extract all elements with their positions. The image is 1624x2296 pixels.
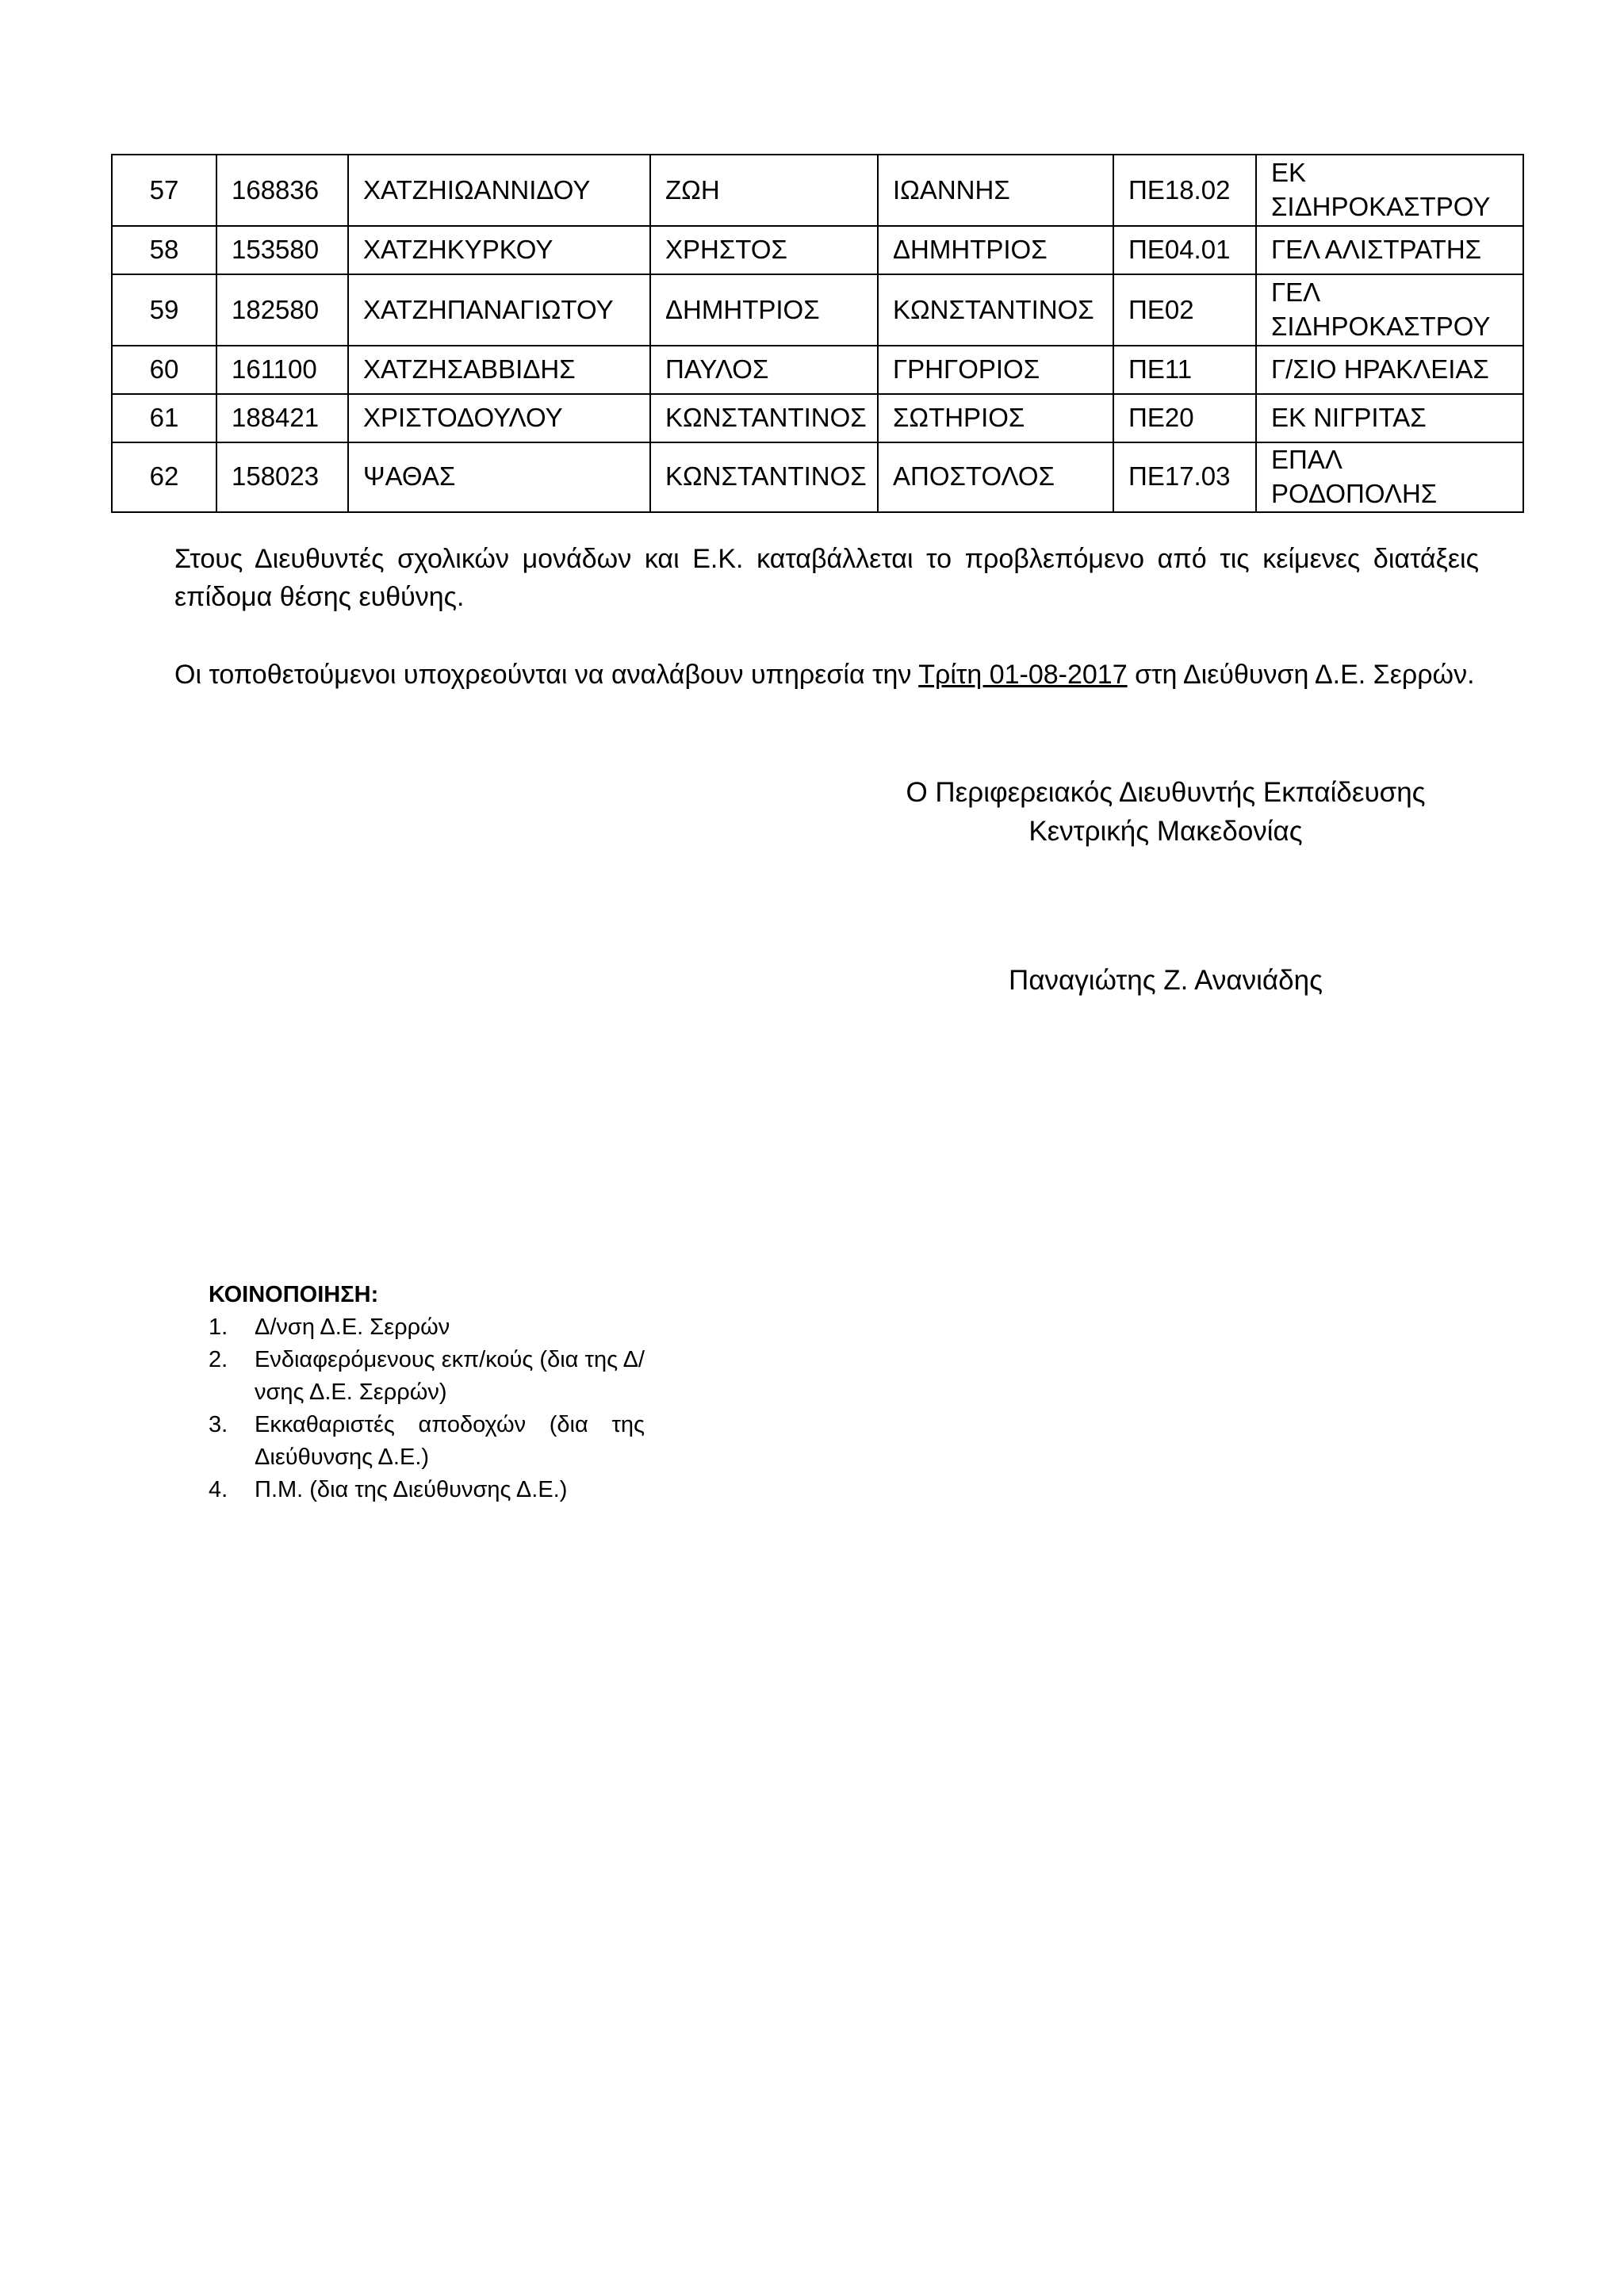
surname-cell: ΧΑΤΖΗΣΑΒΒΙΔΗΣ [348, 346, 650, 394]
row-number-cell: 60 [112, 346, 216, 394]
father-name-cell: ΑΠΟΣΤΟΛΟΣ [878, 442, 1113, 512]
list-item-number: 3. [209, 1412, 228, 1437]
father-name-cell: ΙΩΑΝΝΗΣ [878, 155, 1113, 226]
table-row [112, 274, 1523, 346]
table-row [112, 346, 1523, 394]
registry-number-cell: 161100 [216, 346, 348, 394]
first-name-cell: ΚΩΝΣΤΑΝΤΙΝΟΣ [650, 442, 878, 512]
first-name-cell: ΚΩΝΣΤΑΝΤΙΝΟΣ [650, 394, 878, 442]
surname-cell: ΧΑΤΖΗΚΥΡΚΟΥ [348, 226, 650, 274]
signatory-title [825, 773, 1507, 851]
row-number-cell: 58 [112, 226, 216, 274]
school-cell: ΕΠΑΛ ΡΟΔΟΠΟΛΗΣ [1256, 442, 1523, 512]
table-row [112, 442, 1523, 512]
surname-cell: ΧΑΤΖΗΠΑΝΑΓΙΩΤΟΥ [348, 274, 650, 346]
surname-cell: ΧΡΙΣΤΟΔΟΥΛΟΥ [348, 394, 650, 442]
list-item [209, 1344, 645, 1409]
table-row [112, 226, 1523, 274]
specialty-cell: ΠΕ20 [1113, 394, 1256, 442]
first-name-cell: ΠΑΥΛΟΣ [650, 346, 878, 394]
specialty-cell: ΠΕ17.03 [1113, 442, 1256, 512]
school-cell: ΓΕΛ ΣΙΔΗΡΟΚΑΣΤΡΟΥ [1256, 274, 1523, 346]
table-row [112, 394, 1523, 442]
registry-number-cell: 153580 [216, 226, 348, 274]
specialty-cell: ΠΕ02 [1113, 274, 1256, 346]
signatory-title-line-1: Ο Περιφερειακός Διευθυντής Εκπαίδευσης [906, 777, 1426, 808]
first-name-cell: ΔΗΜΗΤΡΙΟΣ [650, 274, 878, 346]
registry-number-cell: 188421 [216, 394, 348, 442]
obligation-paragraph [174, 656, 1479, 694]
row-number-cell: 62 [112, 442, 216, 512]
distribution-list [209, 1311, 645, 1506]
list-item-number: 4. [209, 1477, 228, 1502]
registry-number-cell: 182580 [216, 274, 348, 346]
list-item-text: Εκκαθαριστές αποδοχών (δια της Διεύθυνσης Δ.Ε.) [255, 1412, 645, 1470]
father-name-cell: ΚΩΝΣΤΑΝΤΙΝΟΣ [878, 274, 1113, 346]
list-item-text: Π.Μ. (δια της Διεύθυνσης Δ.Ε.) [255, 1477, 568, 1502]
surname-cell: ΧΑΤΖΗΙΩΑΝΝΙΔΟΥ [348, 155, 650, 226]
row-number-cell: 57 [112, 155, 216, 226]
obligation-text-end: στη Διεύθυνση Δ.Ε. Σερρών. [1127, 660, 1475, 690]
row-number-cell: 59 [112, 274, 216, 346]
school-cell: Γ/ΣΙΟ ΗΡΑΚΛΕΙΑΣ [1256, 346, 1523, 394]
signatory-title-line-2: Κεντρικής Μακεδονίας [1028, 816, 1303, 847]
list-item [209, 1409, 645, 1474]
father-name-cell: ΣΩΤΗΡΙΟΣ [878, 394, 1113, 442]
list-item-number: 2. [209, 1347, 228, 1372]
first-name-cell: ΖΩΗ [650, 155, 878, 226]
list-item [209, 1311, 645, 1344]
list-item-text: Δ/νση Δ.Ε. Σερρών [255, 1314, 450, 1340]
obligation-text-start: Οι τοποθετούμενοι υποχρεούνται να αναλάβουν υπηρεσία την [174, 660, 919, 690]
first-name-cell: ΧΡΗΣΤΟΣ [650, 226, 878, 274]
school-cell: ΕΚ ΝΙΓΡΙΤΑΣ [1256, 394, 1523, 442]
list-item-number: 1. [209, 1314, 228, 1340]
specialty-cell: ΠΕ04.01 [1113, 226, 1256, 274]
registry-number-cell: 158023 [216, 442, 348, 512]
father-name-cell: ΓΡΗΓΟΡΙΟΣ [878, 346, 1113, 394]
school-cell: ΕΚ ΣΙΔΗΡΟΚΑΣΤΡΟΥ [1256, 155, 1523, 226]
specialty-cell: ΠΕ18.02 [1113, 155, 1256, 226]
distribution-title: ΚΟΙΝΟΠΟΙΗΣΗ: [209, 1282, 379, 1307]
father-name-cell: ΔΗΜΗΤΡΙΟΣ [878, 226, 1113, 274]
start-date: Τρίτη 01-08-2017 [918, 660, 1128, 690]
school-cell: ΓΕΛ ΑΛΙΣΤΡΑΤΗΣ [1256, 226, 1523, 274]
surname-cell: ΨΑΘΑΣ [348, 442, 650, 512]
distribution-block [209, 1279, 645, 1506]
row-number-cell: 61 [112, 394, 216, 442]
list-item [209, 1474, 645, 1506]
registry-number-cell: 168836 [216, 155, 348, 226]
list-item-text: Ενδιαφερόμενους εκπ/κούς (δια της Δ/νσης Δ.Ε. Σερρών) [255, 1347, 645, 1405]
placement-table [111, 154, 1524, 513]
table-row [112, 155, 1523, 226]
specialty-cell: ΠΕ11 [1113, 346, 1256, 394]
allowance-paragraph: Στους Διευθυντές σχολικών μονάδων και Ε.Κ. καταβάλλεται το προβλεπόμενο από τις κείμενες διατάξεις επίδομα θέσης ευθύνης. [174, 544, 1479, 612]
signatory-name: Παναγιώτης Ζ. Ανανιάδης [1009, 965, 1323, 996]
